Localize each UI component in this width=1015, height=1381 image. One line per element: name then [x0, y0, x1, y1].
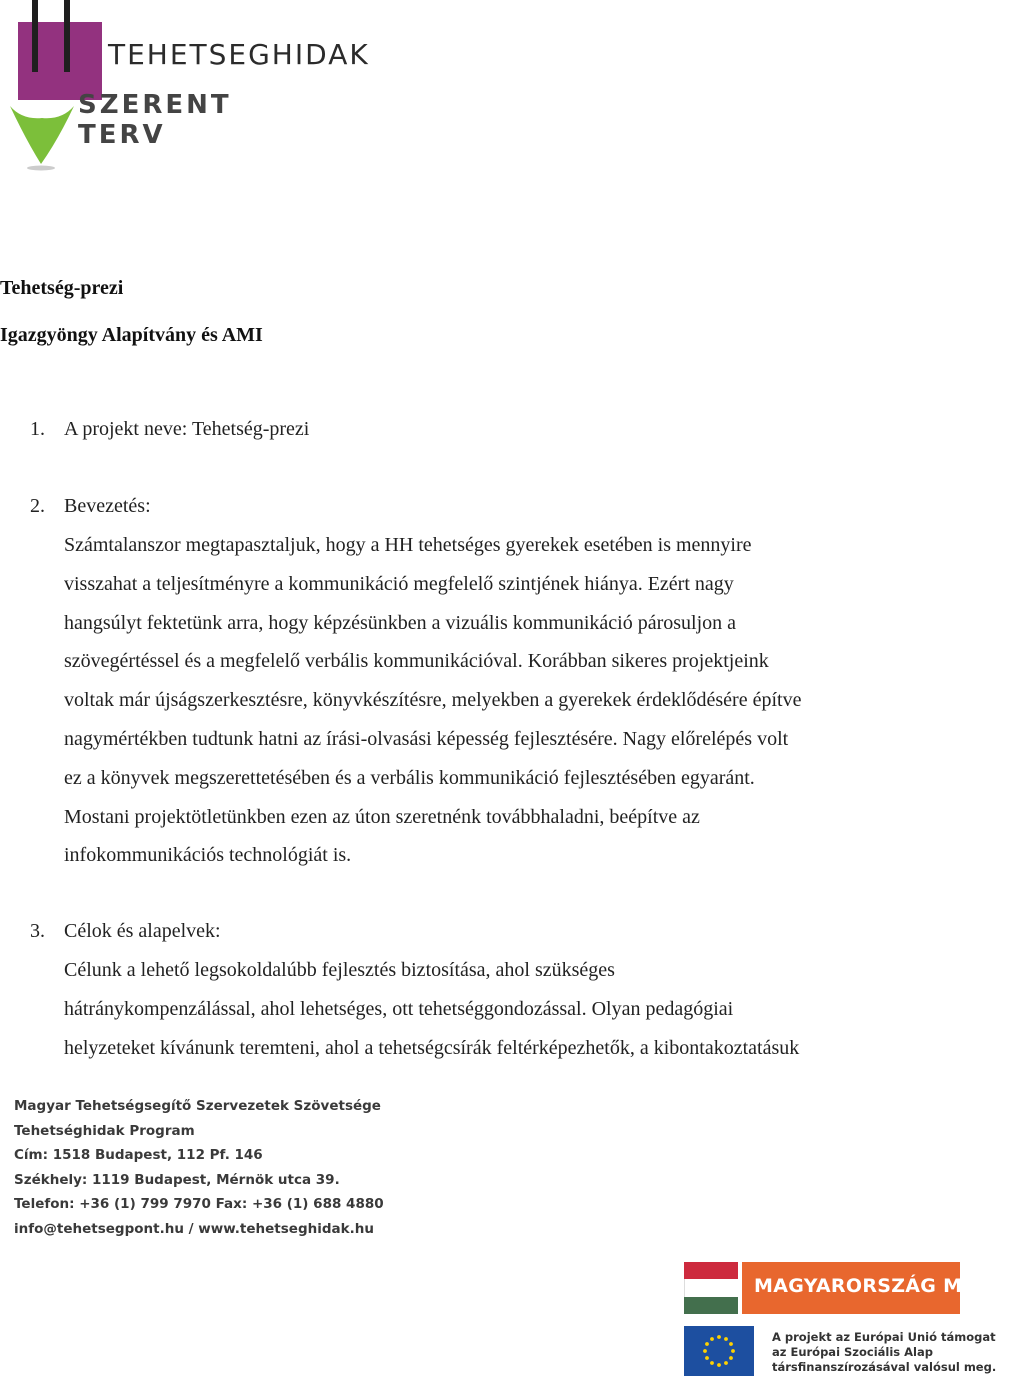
address-line: Telefon: +36 (1) 799 7970 Fax: +36 (1) 688 4880: [14, 1196, 384, 1213]
magyarorszag-megujul-banner: [684, 1262, 1015, 1314]
cut-off-logo-lettering: SZERENT TERV: [78, 90, 232, 150]
logo-bar: [64, 0, 70, 72]
eu-funding-note: [772, 1330, 996, 1375]
paragraph-line: hangsúlyt fektetünk arra, hogy képzésünkben a vizuális kommunikáció párosuljon a: [64, 611, 737, 634]
section-paragraph: [64, 526, 944, 875]
paragraph-line: visszahat a teljesítményre a kommunikáció megfelelő szintjének hiánya. Ezért nagy: [64, 572, 734, 595]
section-paragraph: [64, 951, 944, 1067]
eu-note-line: az Európai Szociális Alap: [772, 1345, 933, 1359]
section-heading: Célok és alapelvek:: [64, 920, 221, 942]
paragraph-line: hátránykompenzálással, ahol lehetséges, ott tehetséggondozással. Olyan pedagógiai: [64, 997, 734, 1020]
logo-bar: [32, 0, 38, 72]
paragraph-line: ez a könyvek megszerettetésében és a verbális kommunikáció fejlesztésében egyaránt.: [64, 766, 755, 789]
section-number: 1.: [30, 418, 45, 440]
green-pin-logo-icon: [8, 100, 78, 172]
paragraph-line: nagymértékben tudtunk hatni az írási-olvasási képesség fejlesztésére. Nagy előrelépés volt: [64, 727, 789, 750]
section-number: 2.: [30, 495, 45, 517]
address-line: Cím: 1518 Budapest, 112 Pf. 146: [14, 1147, 263, 1164]
address-line: Tehetséghidak Program: [14, 1122, 195, 1139]
logo-square: [18, 22, 102, 100]
header-logo: [0, 0, 370, 175]
document-title: Tehetség-prezi: [0, 277, 124, 299]
paragraph-line: Számtalanszor megtapasztaljuk, hogy a HH tehetséges gyerekek esetében is mennyire: [64, 534, 752, 556]
section-number: 3.: [30, 920, 45, 942]
paragraph-line: infokommunikációs technológiát is.: [64, 844, 352, 867]
paragraph-line: voltak már újságszerkesztésre, könyvkészítésre, melyekben a gyerekek érdeklődésére építve: [64, 689, 802, 712]
paragraph-line: Mostani projektötletünkben ezen az úton szeretnénk továbbhaladni, beépítve az: [64, 805, 700, 828]
document-subtitle: Igazgyöngy Alapítvány és AMI: [0, 324, 263, 346]
section-heading: Bevezetés:: [64, 495, 151, 517]
paragraph-line: szövegértéssel és a megfelelő verbális kommunikációval. Korábban sikeres projektjeink: [64, 650, 769, 673]
address-line: info@tehetsegpont.hu / www.tehetseghidak.hu: [14, 1220, 374, 1237]
address-line: Székhely: 1119 Budapest, Mérnök utca 39.: [14, 1171, 340, 1188]
paragraph-line: helyzeteket kívánunk teremteni, ahol a tehetségcsírák feltérképezhetők, a kibontakoztatásuk: [64, 1036, 800, 1059]
address-line: Magyar Tehetségsegítő Szervezetek Szövetsége: [14, 1098, 381, 1114]
eu-note-line: társfinanszírozásával valósul meg.: [772, 1360, 997, 1374]
paragraph-line: Célunk a lehető legsokoldalúbb fejlesztés biztosítása, ahol szükséges: [64, 959, 615, 981]
hungarian-flag-icon: [684, 1262, 738, 1314]
banner-box: [742, 1262, 1015, 1314]
eu-note-line: A projekt az Európai Unió támogat: [772, 1330, 996, 1344]
eu-flag-icon: [684, 1326, 754, 1376]
section-heading: A projekt neve: Tehetség-prezi: [64, 418, 310, 440]
footer-address: [14, 1094, 384, 1242]
logo-text: TEHETSEGHIDAK: [108, 38, 370, 71]
banner-text: MAGYARORSZÁG MEGÚJ: [754, 1275, 1015, 1297]
